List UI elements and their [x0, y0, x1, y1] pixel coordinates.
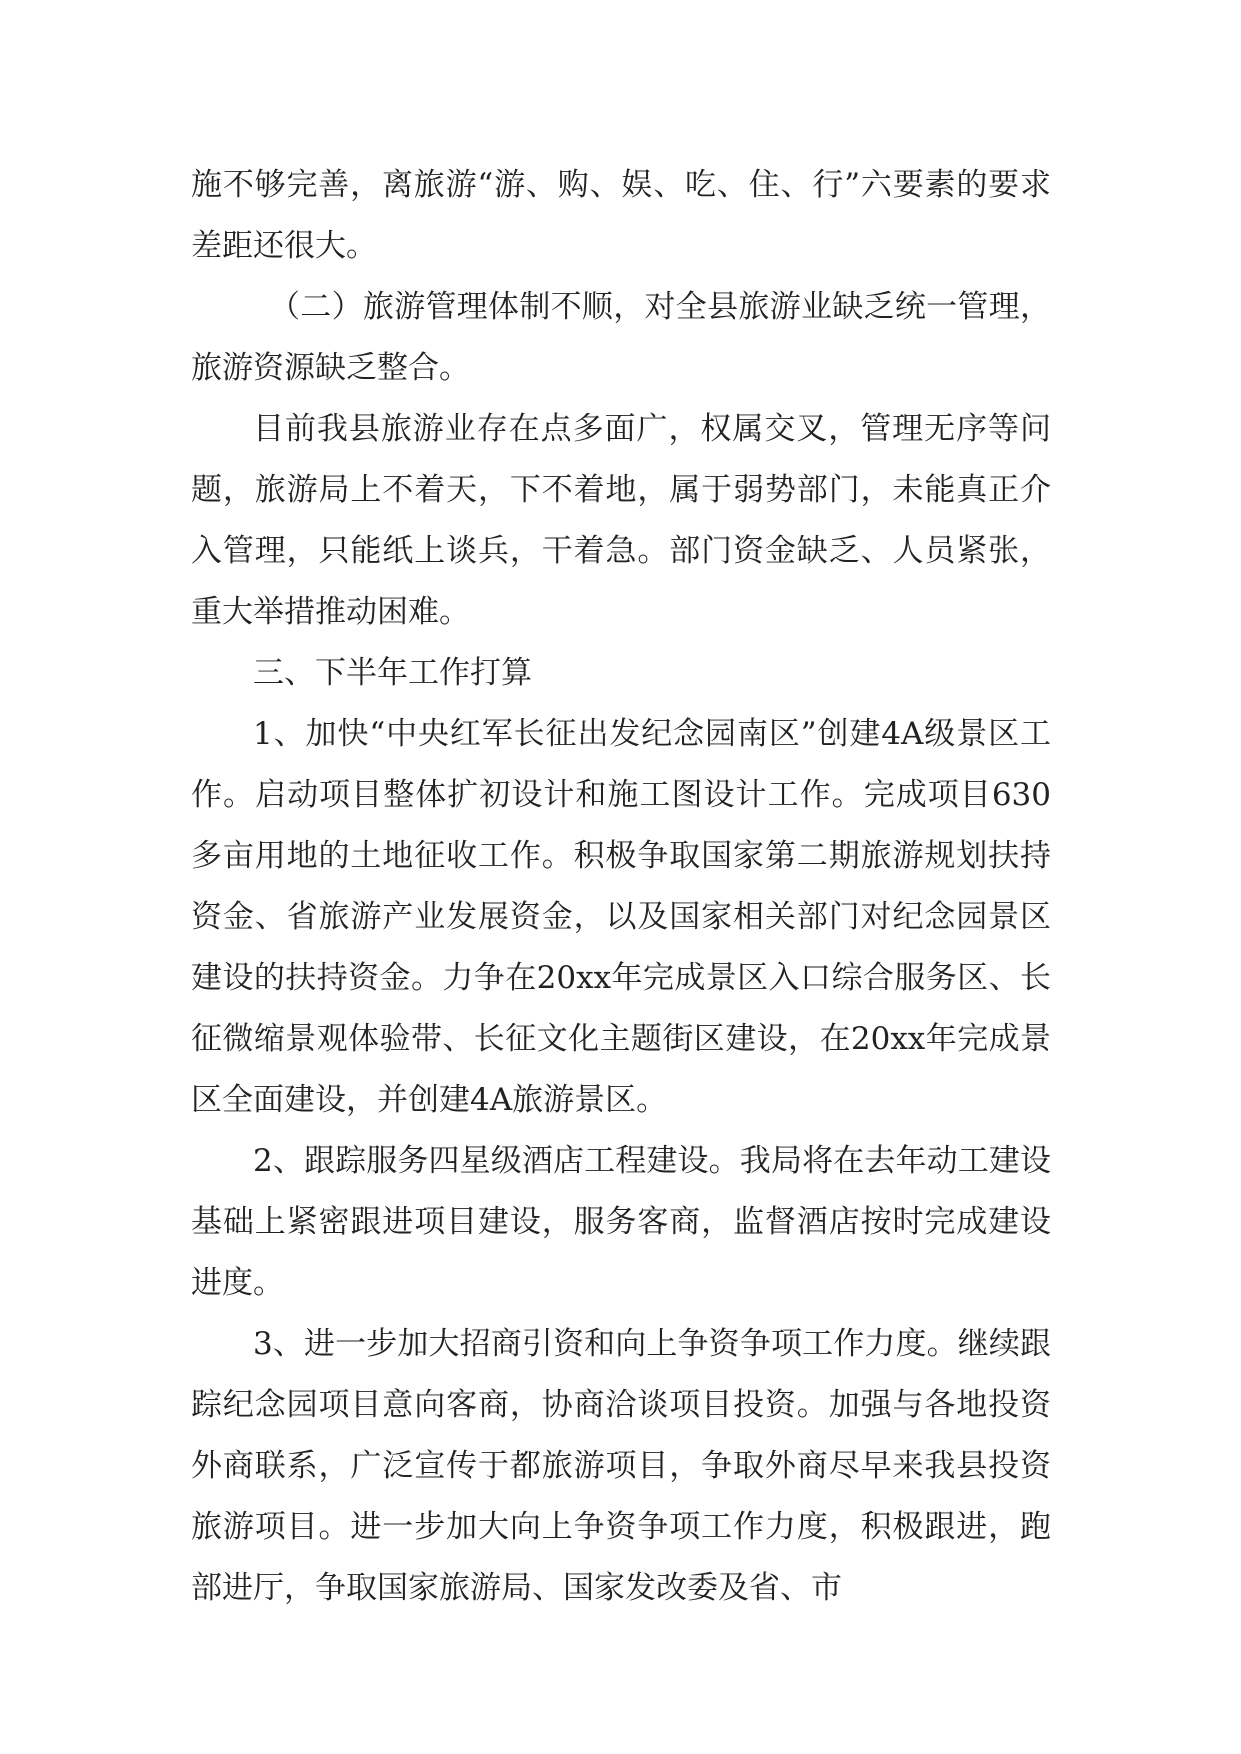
- paragraph-management-problems: 目前我县旅游业存在点多面广，权属交叉，管理无序等问题，旅游局上不着天，下不着地，属于弱势部门，未能真正介入管理，只能纸上谈兵，干着急。部门资金缺乏、人员紧张，重大举措推动困难。: [191, 411, 1051, 630]
- section-heading-second-half-plan: 三、下半年工作打算: [253, 655, 532, 691]
- paragraph-plan-item-3: 3、进一步加大招商引资和向上争资争项工作力度。继续跟踪纪念园项目意向客商，协商洽谈项目投资。加强与各地投资外商联系，广泛宣传于都旅游项目，争取外商尽早来我县投资旅游项目。进一步加大向上争资争项工作力度，积极跟进，跑部进厅，争取国家旅游局、国家发改委及省、市: [191, 1326, 1051, 1606]
- paragraph-facilities-gap: 施不够完善，离旅游“游、购、娱、吃、住、行”六要素的要求差距还很大。: [191, 167, 1051, 264]
- paragraph-plan-item-2: 2、跟踪服务四星级酒店工程建设。我局将在去年动工建设基础上紧密跟进项目建设，服务客商，监督酒店按时完成建设进度。: [191, 1143, 1051, 1301]
- document-body: [191, 155, 1051, 1619]
- paragraph-plan-item-1: 1、加快“中央红军长征出发纪念园南区”创建4A级景区工作。启动项目整体扩初设计和施工图设计工作。完成项目630多亩用地的土地征收工作。积极争取国家第二期旅游规划扶持资金、省旅游产业发展资金，以及国家相关部门对纪念园景区建设的扶持资金。力争在20xx年完成景区入口综合服务区、长征微缩景观体验带、长征文化主题街区建设，在20xx年完成景区全面建设，并创建4A旅游景区。: [191, 716, 1051, 1118]
- paragraph-subheading-management-system: （二）旅游管理体制不顺，对全县旅游业缺乏统一管理，旅游资源缺乏整合。: [191, 289, 1051, 386]
